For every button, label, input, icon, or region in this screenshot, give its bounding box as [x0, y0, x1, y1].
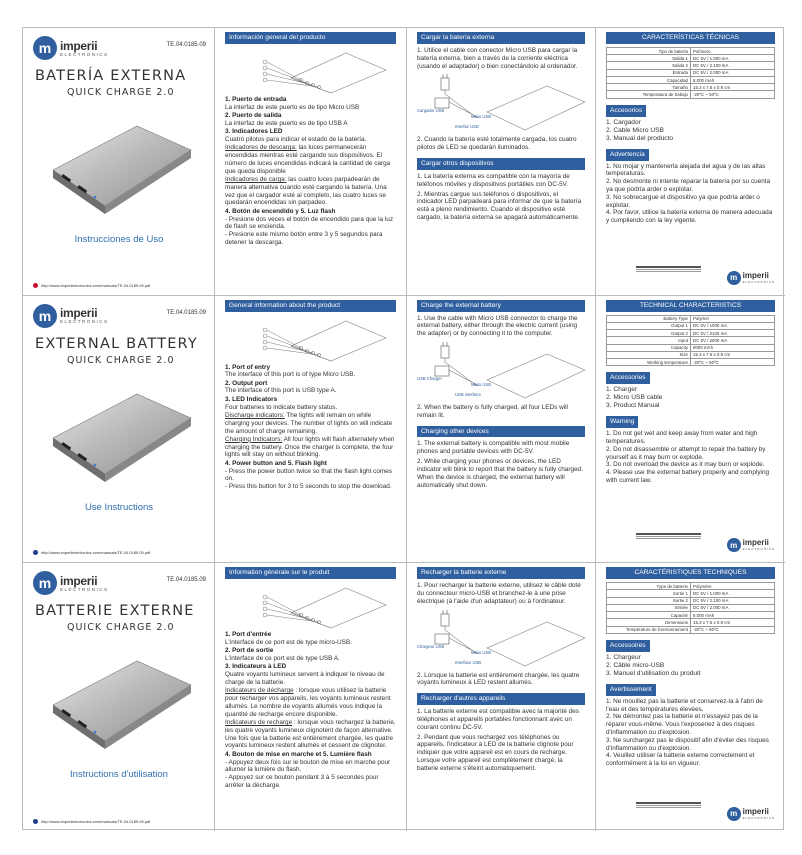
spec-row: [607, 590, 775, 597]
manual-url[interactable]: http://www.imperiielectronics.com/manuals/TE.04.0185.09.pdf: [41, 550, 151, 556]
warning-item: 3. Ne surchargez pas le dispositif afin d'éviter des risques d'inflammation ou d'explosion.: [606, 736, 769, 752]
specs-panel: [596, 28, 785, 295]
info-text: - Presione dos veces el botón de encendido para que la luz de flash se encienda. - Presione este mismo botón entre 3 y 5 segundos para detener la descarga.: [225, 215, 394, 247]
spec-key: Temperatura de trabajo: [607, 91, 691, 98]
warning-item: 4. Por favor, utilice la batería externa de manera adecuada y cumpliendo con la ley vigente.: [606, 209, 773, 225]
info-heading: 2. Puerto de salida: [225, 112, 282, 120]
brand-sub: ELECTRONICS: [60, 319, 109, 325]
spec-value: 8.000 mAh: [691, 76, 775, 83]
accessory-item: 2. Micro USB cable: [606, 394, 663, 402]
warning-item: 4. Please use the external battery properly and complying with current law.: [606, 469, 770, 485]
info-text: : lorsque vous utilisez la batterie pour recharger vos appareils, les voyants lumineux restent allumés. Le nombre de voyants allumés vous indique la quantité de recharge encore disponible.: [225, 687, 391, 718]
spec-row: [607, 597, 775, 604]
warning-item: 2. Ne démontez pas la batterie et n'essayez pas de la réparer vous-même. Vous l'exposeriez à des risques d'inflammation ou d'explosion.: [606, 713, 758, 736]
spec-table: [606, 315, 775, 367]
brand-name: imperii: [742, 270, 769, 280]
spec-row: [607, 583, 775, 590]
spec-key: Tipo de batería: [607, 47, 691, 54]
spec-row: [607, 351, 775, 358]
language-section-fr: [23, 563, 785, 831]
spec-key: Sortie 2: [607, 597, 691, 604]
cover-panel: [23, 296, 215, 563]
spec-row: [607, 69, 775, 76]
section-header: Recharger d'autres appareils: [417, 693, 585, 705]
charging-panel: [407, 28, 596, 295]
label-usb-charger: USB Charger: [417, 375, 442, 381]
spec-row: [607, 626, 775, 633]
label-usb-interface: USB interface: [455, 391, 481, 397]
spec-value: DC 5V / 1.000 mA: [691, 55, 775, 62]
instructions-heading: Instructions d'utilisation: [70, 769, 168, 781]
spec-key: Type de batterie: [607, 583, 691, 590]
spec-row: [607, 604, 775, 611]
section-header: TECHNICAL CHARACTERISTICS: [606, 300, 775, 312]
info-heading: 3. Indicadores LED: [225, 128, 283, 136]
info-heading: 4. Power button and 5. Flash light: [225, 459, 327, 467]
spec-value: DC 5V / 2100 mA: [691, 330, 775, 337]
spec-key: Output 2: [607, 330, 691, 337]
spec-key: Input: [607, 337, 691, 344]
accessory-item: 3. Manuel d'utilisation du produit: [606, 669, 701, 677]
footer: [596, 530, 785, 558]
other-step-2: 2. While charging your phones or devices, the LED indicator will blink to report that the battery is fully charged. When the device is charged, the external battery will automatically shut down.: [417, 458, 583, 489]
accessory-item: 1. Chargeur: [606, 653, 641, 661]
warning-item: 3. No sobrecargue el dispositivo ya que podría arder o explotar.: [606, 193, 760, 209]
spec-key: Salida 1: [607, 55, 691, 62]
spec-row: [607, 76, 775, 83]
spec-key: Working temperature: [607, 359, 691, 366]
other-step-2: 2. Pendant que vous rechargez vos téléphones ou appareils, l'indicateur à LED de la batterie clignote pour indiquer que votre appareil est en cours de recharge. Lorsque votre appareil est complètement chargé, la batterie externe s'éteint automatiquement.: [417, 733, 574, 772]
spec-value: 15.3 x 7.6 x 0.9 cm: [691, 351, 775, 358]
accessory-list: [606, 119, 775, 143]
general-info-panel: [215, 28, 407, 295]
power-bank-photo: [45, 376, 195, 496]
footer-logo: [727, 271, 775, 285]
section-header: Accessories: [606, 372, 650, 384]
logo-icon: m: [727, 271, 741, 285]
power-bank-photo: [45, 108, 195, 228]
general-info-panel: [215, 563, 407, 831]
product-subtitle: QUICK CHARGE 2.0: [67, 622, 175, 634]
accessory-list: [606, 654, 775, 678]
section-header: Advertencia: [606, 149, 649, 161]
info-subheading: Indicadores de carga:: [225, 176, 287, 184]
spec-value: -20ºC ~ 50ºC: [691, 359, 775, 366]
spec-value: DC 5V / 2.100 mA: [691, 62, 775, 69]
info-text: - Press the power button twice so that the flash light comes on. - Press this button for 3 to 5 seconds to stop the download.: [225, 467, 392, 491]
language-section-en: [23, 296, 785, 564]
accessory-item: 3. Manual del producto: [606, 134, 674, 142]
info-subheading: Charging Indicators:: [225, 435, 283, 443]
section-header: Accesorios: [606, 105, 646, 117]
instructions-heading: Instrucciones de Uso: [74, 234, 164, 245]
spec-table: [606, 582, 775, 634]
label-usb-charger: Chargeur USB: [417, 643, 445, 649]
footer-fine-print: [636, 532, 701, 544]
brand-sub: ELECTRONICS: [742, 815, 775, 820]
info-text: : lorsque vous rechargez la batterie, les quatre voyants lumineux clignotent de façon alternative. Une fois que la batterie est entièrement chargée, les quatre voyants lumineux restent allumés et cessent de clignoter.: [225, 719, 396, 750]
spec-key: Tamaño: [607, 84, 691, 91]
section-header: CARACTERÍSTICAS TÉCNICAS: [606, 32, 775, 44]
charging-diagram: [417, 340, 585, 402]
warning-item: 2. Do not disassemble or attempt to repair the battery by yourself as it may burn or explode.: [606, 445, 766, 461]
info-text: All four lights will flash alternately when charging the battery. Once the charger is complete, the four lights will stay on without blinking.: [225, 435, 395, 459]
logo-icon: m: [33, 571, 57, 595]
info-subheading: Indicadores de descarga:: [225, 144, 297, 152]
spec-value: DC 5V / 2.100 mA: [691, 597, 775, 604]
manual-url[interactable]: http://www.imperiielectronics.com/manuals/TE.04.0185.09.pdf: [41, 282, 151, 288]
section-header: Cargar otros dispositivos: [417, 158, 585, 170]
info-heading: 4. Botón de encendido y 5. Luz flash: [225, 207, 336, 215]
spec-row: [607, 330, 775, 337]
accessory-item: 2. Cable Micro USB: [606, 126, 664, 134]
warning-list: [606, 163, 775, 226]
other-step-1: 1. La batería externa es compatible con la mayoría de teléfonos móviles y dispositivos portátiles con DC-5V.: [417, 172, 570, 188]
logo-icon: m: [727, 807, 741, 821]
spec-key: Température de fonctionnement: [607, 626, 691, 633]
footer-logo: [727, 538, 775, 552]
charge-step-1: 1. Use the cable with Micro USB connector to charge the external battery, either through the electric current (using the adapter) or by connecting it to the computer.: [417, 314, 578, 338]
product-code: TE.04.0185.09: [166, 42, 206, 48]
spec-value: 15.3 x 7.6 x 0.9 cm: [691, 84, 775, 91]
charge-step-1: 1. Pour recharger la batterie externe, utilisez le câble doté du connecteur micro-USB et branchez-le à une prise électrique (à l'aide d'un adaptateur) ou à l'ordinateur.: [417, 582, 581, 605]
flag-icon: [33, 819, 38, 824]
other-step-1: 1. La batterie externe est compatible avec la majorité des téléphones et appareils portables fonctionnant avec un courant continu DC-5V.: [417, 708, 579, 731]
brand-name: imperii: [742, 806, 769, 816]
spec-row: [607, 612, 775, 619]
charge-step-2: 2. Lorsque la batterie est entièrement chargée, les quatre voyants lumineux à LED restent allumés.: [417, 671, 580, 687]
spec-value: DC 5V / 1000 mA: [691, 322, 775, 329]
info-text: Four batteries to indicate battery status.: [225, 403, 338, 411]
section-header: CARACTÉRISTIQUES TECHNIQUES: [606, 567, 775, 579]
product-subtitle: QUICK CHARGE 2.0: [67, 87, 175, 98]
spec-value: 8.000 mAh: [691, 612, 775, 619]
spec-key: Battery Type: [607, 315, 691, 322]
spec-key: Capacité: [607, 612, 691, 619]
section-header: General information about the product: [225, 300, 396, 312]
info-heading: 1. Port d'entrée: [225, 631, 272, 639]
logo-icon: m: [33, 304, 57, 328]
accessory-item: 2. Câble micro-USB: [606, 661, 665, 669]
power-bank-photo: [45, 643, 195, 763]
warning-item: 3. Do not overload the device as it may burn or explode.: [606, 461, 765, 469]
info-text: L'interface de ce port est de type micro-USB.: [225, 638, 352, 646]
diagram-outline: [231, 316, 391, 362]
product-code: TE.04.0185.09: [166, 577, 206, 584]
spec-value: 15.3 x 7.6 x 0.9 cm: [691, 619, 775, 626]
section-header: Charge the external battery: [417, 300, 585, 312]
info-text: The interface of this port is USB type A.: [225, 387, 337, 395]
instructions-heading: Use Instructions: [84, 501, 154, 513]
footer: [596, 799, 785, 827]
spec-value: DC 5V / 2.000 mA: [691, 604, 775, 611]
info-text: Quatre voyants lumineux servent à indiquer le niveau de charge de la batterie.: [225, 671, 385, 686]
flag-icon: [33, 283, 38, 288]
spec-row: [607, 619, 775, 626]
charge-step-1: 1. Utilice el cable con conector Micro USB para cargar la batería externa, bien a través de la corriente eléctrica (usando el adaptador) o bien conectándolo al ordenador.: [417, 46, 578, 70]
spec-row: [607, 322, 775, 329]
info-heading: 3. Indicateurs à LED: [225, 663, 287, 671]
info-text: las luces permanecerán encendidas mientras esté cargando sus dispositivos. El número de luces encendidas indicará la cantidad de carga que queda disponible: [225, 144, 391, 175]
info-subheading: Indicateurs de décharge: [225, 687, 294, 695]
spec-value: Polymer: [691, 315, 775, 322]
footer-fine-print: [636, 265, 701, 277]
spec-value: Polymère: [691, 583, 775, 590]
spec-value: -20ºC ~ 50ºC: [691, 626, 775, 633]
section-header: Recharger la batterie externe: [417, 567, 585, 579]
brand-logo: [33, 36, 109, 60]
accessory-list: [606, 386, 775, 410]
cover-panel: [23, 28, 215, 295]
spec-row: [607, 315, 775, 322]
accessory-item: 1. Cargador: [606, 118, 641, 126]
spec-value: Polímero: [691, 47, 775, 54]
accessory-item: 1. Charger: [606, 386, 638, 394]
charge-step-2: 2. When the battery is fully charged, all four LEDs will remain lit.: [417, 403, 568, 419]
warning-item: 1. Ne mouillez pas la batterie et conservez-la à l'abri de l'eau et des températures élevées.: [606, 697, 763, 713]
spec-value: -20ºC ~ 50ºC: [691, 91, 775, 98]
spec-key: Dimensions: [607, 619, 691, 626]
section-header: Information générale sur le produit: [225, 567, 396, 579]
footer-logo: [727, 807, 775, 821]
label-usb-interface: Interface USB: [455, 659, 482, 665]
info-list: [225, 96, 396, 247]
label-usb-interface: Interfaz USB: [455, 124, 479, 130]
specs-panel: [596, 563, 785, 831]
manual-sheet: [22, 27, 784, 830]
spec-key: Output 1: [607, 322, 691, 329]
product-title: BATERÍA EXTERNA: [35, 68, 187, 84]
logo-icon: m: [727, 538, 741, 552]
section-header: Cargar la batería externa: [417, 32, 585, 44]
info-heading: 2. Output port: [225, 379, 268, 387]
section-header: Charging other devices: [417, 426, 585, 438]
warning-list: [606, 698, 775, 768]
warning-item: 4. Veuillez utiliser la batterie externe correctement et conformément à la loi en vigueur.: [606, 752, 755, 768]
accessory-item: 3. Product Manual: [606, 402, 660, 410]
flag-icon: [33, 550, 38, 555]
info-list: [225, 364, 396, 492]
charging-panel: [407, 296, 596, 563]
section-header: Warning: [606, 416, 638, 428]
diagram-outline: [231, 48, 391, 94]
info-list: [225, 631, 396, 790]
spec-row: [607, 55, 775, 62]
spec-row: [607, 344, 775, 351]
brand-logo: [33, 304, 109, 328]
footer: [596, 263, 785, 291]
info-heading: 4. Bouton de mise en marche et 5. Lumière flash: [225, 750, 372, 758]
brand-name: imperii: [60, 306, 98, 321]
manual-url[interactable]: http://www.imperiielectronics.com/manuals/TE.04.0185.09.pdf: [41, 818, 151, 824]
brand-name: imperii: [60, 573, 98, 588]
spec-row: [607, 337, 775, 344]
logo-icon: m: [33, 36, 57, 60]
label-micro-usb: Micro USB: [471, 114, 492, 120]
footer-fine-print: [636, 801, 701, 813]
charging-diagram: [417, 72, 585, 134]
brand-name: imperii: [742, 538, 769, 548]
spec-key: Entrée: [607, 604, 691, 611]
diagram-outline: [231, 583, 391, 629]
charging-diagram: [417, 608, 585, 670]
info-text: Cuatro pilotos para indicar el estado de la batería.: [225, 135, 367, 143]
language-section-es: [23, 28, 785, 296]
spec-value: 8000 mAh: [691, 344, 775, 351]
spec-key: Capacity: [607, 344, 691, 351]
spec-key: Entrada: [607, 69, 691, 76]
charging-panel: [407, 563, 596, 831]
brand-logo: [33, 571, 109, 595]
warning-item: 2. No desmonte ni intente reparar la batería por su cuenta ya que podría arder o explotar.: [606, 178, 771, 193]
info-heading: 2. Port de sortie: [225, 647, 274, 655]
info-subheading: Indicateurs de recharge: [225, 719, 293, 727]
info-text: La interfaz de este puerto es de tipo Micro USB: [225, 103, 360, 111]
section-header: Accessoires: [606, 640, 650, 652]
warning-list: [606, 430, 775, 485]
section-header: Avertissement: [606, 684, 656, 696]
charge-step-2: 2. Cuando la batería esté totalmente cargada, los cuatro pilotos de LED se quedarán iluminados.: [417, 136, 577, 152]
info-text: La interfaz de este puerto es de tipo USB A: [225, 119, 348, 127]
brand-name: imperii: [60, 38, 98, 53]
product-code: TE.04.0185.09: [166, 309, 206, 316]
spec-row: [607, 84, 775, 91]
warning-item: 1. Do not get wet and keep away from water and high temperatures.: [606, 430, 758, 445]
label-usb-charger: Cargador USB: [417, 108, 445, 114]
product-title: EXTERNAL BATTERY: [35, 335, 198, 352]
other-step-2: 2. Mientras cargue sus teléfonos o dispositivos, el indicador LED parpadeará para informar de que la batería está a pleno rendimiento. Cuando el dispositivo esté cargado, la batería externa se apagará automáticamente.: [417, 190, 582, 221]
brand-sub: ELECTRONICS: [60, 586, 109, 592]
spec-row: [607, 91, 775, 98]
info-heading: 1. Port of entry: [225, 363, 271, 371]
info-text: las cuatro luces parpadearán de manera alternativa cuando esté cargando la batería. Una vez que el cargador esté al completo, las cuatro luces se quedarán encendidas sin parpadeo.: [225, 176, 387, 207]
info-text: The lights will remain on while charging your devices. The number of lights on will indicate the amount of charge remaining.: [225, 411, 393, 435]
general-info-panel: [215, 296, 407, 563]
spec-table: [606, 47, 775, 99]
info-heading: 3. LED Indicators: [225, 395, 278, 403]
product-subtitle: QUICK CHARGE 2.0: [67, 354, 175, 366]
spec-value: DC 5V / 2.000 mA: [691, 69, 775, 76]
info-heading: 1. Puerto de entrada: [225, 95, 287, 103]
label-micro-usb: Micro USB: [471, 649, 492, 655]
spec-key: Salida 2: [607, 62, 691, 69]
info-text: - Appuyez deux fois sur le bouton de mise en marche pour allumer la lumière du flash. - Appuyez sur ce bouton pendant 3 à 5 secondes pour arrêter la décharge.: [225, 758, 391, 790]
spec-row: [607, 62, 775, 69]
other-step-1: 1. The external battery is compatible with most mobile phones and portable devices with DC-5V.: [417, 440, 570, 456]
spec-key: Size: [607, 351, 691, 358]
warning-item: 1. No mojar y mantenerla alejada del agua y de las altas temperaturas.: [606, 162, 766, 178]
spec-row: [607, 47, 775, 54]
cover-panel: [23, 563, 215, 831]
info-text: The interface of this port is of type Micro USB.: [225, 371, 356, 379]
brand-sub: ELECTRONICS: [742, 279, 775, 284]
spec-value: DC 5V / 1.000 mA: [691, 590, 775, 597]
spec-row: [607, 359, 775, 366]
product-title: BATTERIE EXTERNE: [35, 603, 195, 620]
info-text: L'interface de ce port est de type USB A.: [225, 655, 340, 663]
spec-key: Capacidad: [607, 76, 691, 83]
brand-sub: ELECTRONICS: [60, 51, 109, 57]
section-header: Información general del producto: [225, 32, 396, 44]
info-subheading: Discharge indicators:: [225, 411, 285, 419]
label-micro-usb: Micro USB: [471, 381, 492, 387]
spec-key: Sortie 1: [607, 590, 691, 597]
specs-panel: [596, 296, 785, 563]
brand-sub: ELECTRONICS: [742, 547, 775, 552]
spec-value: DC 5V / 2000 mA: [691, 337, 775, 344]
